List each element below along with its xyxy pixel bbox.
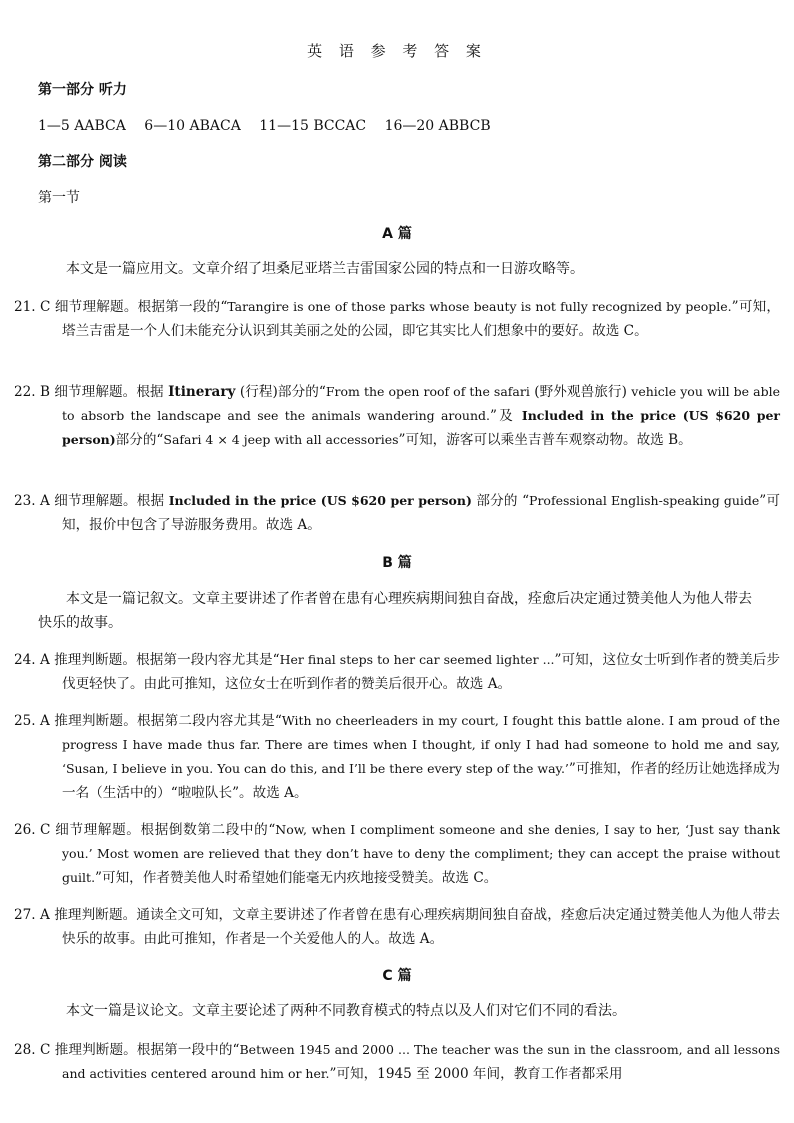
item-bold: Itinerary [168,384,236,400]
item-text: ”可知，报价中包含了导游服务费用。故选 A。 [62,493,780,533]
part1-heading: 第一部分 听力 [38,82,127,98]
answer-item-27 [14,903,780,951]
item-text: (野外观兽旅行) [529,384,632,400]
item-number: 23. A [14,493,50,509]
item-number: 28. C [14,1042,51,1058]
item-bold: Included in the price (US $620 per person) [62,408,780,447]
item-text: ”及 [489,408,522,424]
item-text: ”可知，1945 至 2000 年间，教育工作者都采用 [329,1066,623,1082]
item-text: ”可知，作者赞美他人时希望她们能毫无内疚地接受赞美。故选 C。 [95,870,498,886]
item-text: 细节理解题。根据第一段的“ [50,299,228,315]
item-text: 部分的“ [115,432,164,448]
item-quote: Her final steps to her car seemed lighter ... [279,652,555,667]
item-number: 21. C [14,299,51,315]
item-number: 27. A [14,907,50,923]
item-quote: With no cheerleaders in my court, I fought this battle alone. I am proud of the progress I have made thus far. There are times when I thought, if only I had had someone to hold me and say, ‘Susan, I believe in you. You can do this, and I’ll be there every step of the way.’ [62,713,780,776]
item-text: 细节理解题。根据 [49,384,169,400]
item-text: ”可推知，作者的经历让她选择成为一名（生活中的）“啦啦队长”。故选 A。 [62,761,780,801]
answer-item-25 [14,709,780,805]
answer-item-28 [14,1038,780,1086]
passage-b-summary: 本文是一篇记叙文。文章主要讲述了作者曾在患有心理疾病期间独自奋战，痊愈后决定通过赞美他人为他人带去快乐的故事。 [38,591,752,631]
item-number: 22. B [14,384,50,400]
item-text: ”可知，塔兰吉雷是一个人们未能充分认识到其美丽之处的公园，即它其实比人们想象中的要好。故选 C。 [62,299,780,339]
item-text: ”可知，这位女士听到作者的赞美后步伐更轻快了。由此可推知，这位女士在听到作者的赞美后很开心。故选 A。 [62,652,780,692]
item-number: 25. A [14,713,50,729]
answer-item-23 [14,489,780,537]
answer-item-24 [14,648,780,696]
passage-a-heading: A 篇 [382,226,412,242]
item-quote: Between 1945 and 2000 ... The teacher was the sun in the classroom, and all lessons and activities centered around him or her. [62,1042,780,1081]
part2-heading: 第二部分 阅读 [38,154,127,170]
item-quote: Now, when I compliment someone and she denies, I say to her, ‘Just say thank you.’ Most women are relieved that they don’t have to deny the compliment; they can accept the praise without guilt. [62,822,780,885]
item-text: 细节理解题。根据 [49,493,169,509]
passage-b-heading: B 篇 [382,555,412,571]
item-text: (行程)部分的“ [235,384,326,400]
item-text: ”可知，游客可以乘坐吉普车观察动物。故选 B。 [398,432,692,448]
item-text: 推理判断题。根据第一段内容尤其是“ [49,652,280,668]
passage-a-summary: 本文是一篇应用文。文章介绍了坦桑尼亚塔兰吉雷国家公园的特点和一日游攻略等。 [66,261,584,277]
item-text: 推理判断题。根据第一段中的“ [50,1042,240,1058]
item-number: 24. A [14,652,50,668]
passage-c-summary: 本文一篇是议论文。文章主要论述了两种不同教育模式的特点以及人们对它们不同的看法。 [66,1003,626,1019]
section-label: 第一节 [38,190,80,206]
passage-c-heading: C 篇 [382,968,412,984]
item-text: 细节理解题。根据倒数第二段中的“ [50,822,276,838]
answer-item-22 [14,380,780,452]
listening-answers: 1—5 AABCA 6—10 ABACA 11—15 BCCAC 16—20 ABBCB [38,118,491,134]
item-quote: Safari 4 × 4 jeep with all accessories [163,432,399,447]
item-text: 推理判断题。通读全文可知，文章主要讲述了作者曾在患有心理疾病期间独自奋战，痊愈后决定通过赞美他人为他人带去快乐的故事。由此可推知，作者是一个关爱他人的人。故选 A。 [49,907,780,947]
item-number: 26. C [14,822,51,838]
answer-item-21 [14,295,780,343]
item-quote: Professional English-speaking guide [529,493,760,508]
answer-item-26 [14,818,780,890]
page-title: 英 语 参 考 答 案 [307,42,487,60]
item-bold: Included in the price (US $620 per person) [168,493,472,508]
item-quote: vehicle you will be able to absorb the landscape and see the animals wandering around. [62,384,780,423]
item-text: 部分的 “ [471,493,530,509]
item-text: 推理判断题。根据第二段内容尤其是“ [49,713,282,729]
item-quote: From the open roof of the safari [325,384,530,399]
item-quote: Tarangire is one of those parks whose beauty is not fully recognized by people. [227,299,732,314]
